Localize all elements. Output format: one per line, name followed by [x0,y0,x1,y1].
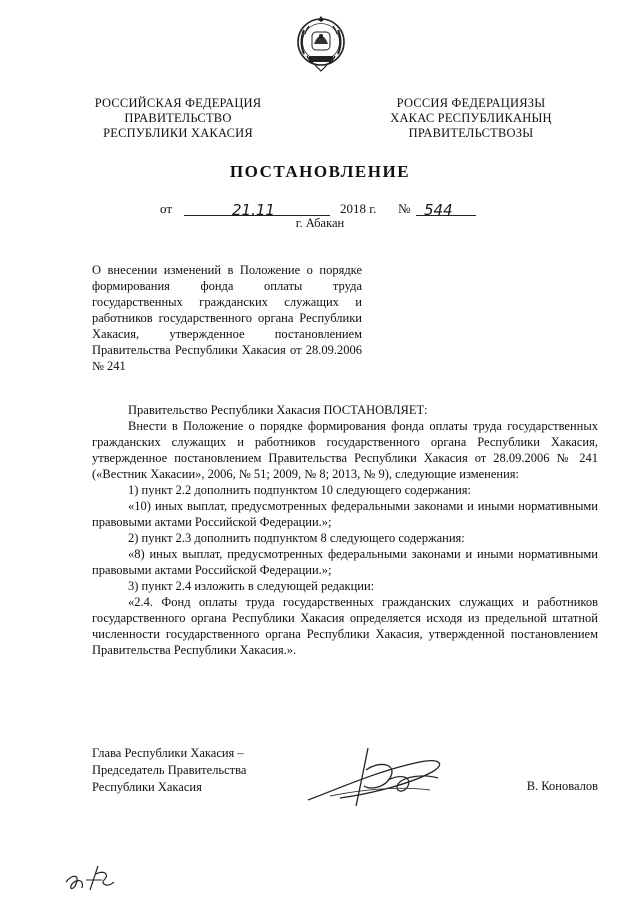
date-prefix: от [160,201,173,216]
signatory-title-line: Глава Республики Хакасия – [92,746,244,760]
number-label: № [398,201,411,216]
date-handwritten: 21.11 [232,201,275,219]
header-left [78,96,278,141]
handwritten-signature [300,740,450,815]
header-left-line: ПРАВИТЕЛЬСТВО [124,111,232,125]
body-paragraph: «8) иных выплат, предусмотренных федеральными законами и иными нормативными правовыми актами Российской Федерации.»; [92,547,598,577]
body-paragraph: 1) пункт 2.2 дополнить подпунктом 10 следующего содержания: [128,483,472,497]
header-left-line: РЕСПУБЛИКИ ХАКАСИЯ [103,126,253,140]
body-paragraph: 2) пункт 2.3 дополнить подпунктом 8 следующего содержания: [128,531,465,545]
body-paragraph: Внести в Положение о порядке формирования фонда оплаты труда государственных гражданских служащих и работников государственного органа Республики Хакасия, утвержденное постановлением Правительства Республики Хакасия от 28.09.2006 № 241 («Вестник Хакасии», 2006, № 51; 2009, № 8; 2013, № 9), следующие изменения: [92,419,598,481]
subject-text: О внесении изменений в Положение о порядке формирования фонда оплаты труда государственных гражданских служащих и работников государственного органа Республики Хакасия, утвержденное постановлением Правительства Республики Хакасия от 28.09.2006 № 241 [92,263,362,373]
body-paragraph: 3) пункт 2.4 изложить в следующей редакции: [128,579,375,593]
document-subject [92,262,362,374]
header-right-line: РОССИЯ ФЕДЕРАЦИЯЗЫ [396,96,546,110]
signatory-title [92,745,292,796]
body-paragraph: «2.4. Фонд оплаты труда государственных гражданских служащих и работников государственного органа Республики Хакасия определяется исходя из предельной штатной численности государственного органа Республики Хакасия, утвержденной постановлением Правительства Республики Хакасия.». [92,595,598,657]
handwritten-initials [62,860,122,900]
header-left-line: РОССИЙСКАЯ ФЕДЕРАЦИЯ [94,96,262,110]
document-title: ПОСТАНОВЛЕНИЕ [229,162,411,181]
header-right-line: ПРАВИТЕЛЬСТВОЗЫ [408,126,534,140]
coat-of-arms-icon [295,12,347,74]
date-year: 2018 г. [340,201,377,216]
header-right [356,96,586,141]
body-paragraph: Правительство Республики Хакасия ПОСТАНОВЛЯЕТ: [128,403,428,417]
city: г. Абакан [295,216,345,230]
document-body [92,402,598,658]
header-right-line: ХАКАС РЕСПУБЛИКАНЫҢ [390,111,552,125]
number-handwritten: 544 [424,201,453,219]
signatory-title-line: Председатель Правительства [92,763,247,777]
body-paragraph: «10) иных выплат, предусмотренных федеральными законами и иными нормативными правовыми актами Российской Федерации.»; [92,499,598,529]
signatory-title-line: Республики Хакасия [92,780,202,794]
signatory-name: В. Коновалов [526,779,598,793]
